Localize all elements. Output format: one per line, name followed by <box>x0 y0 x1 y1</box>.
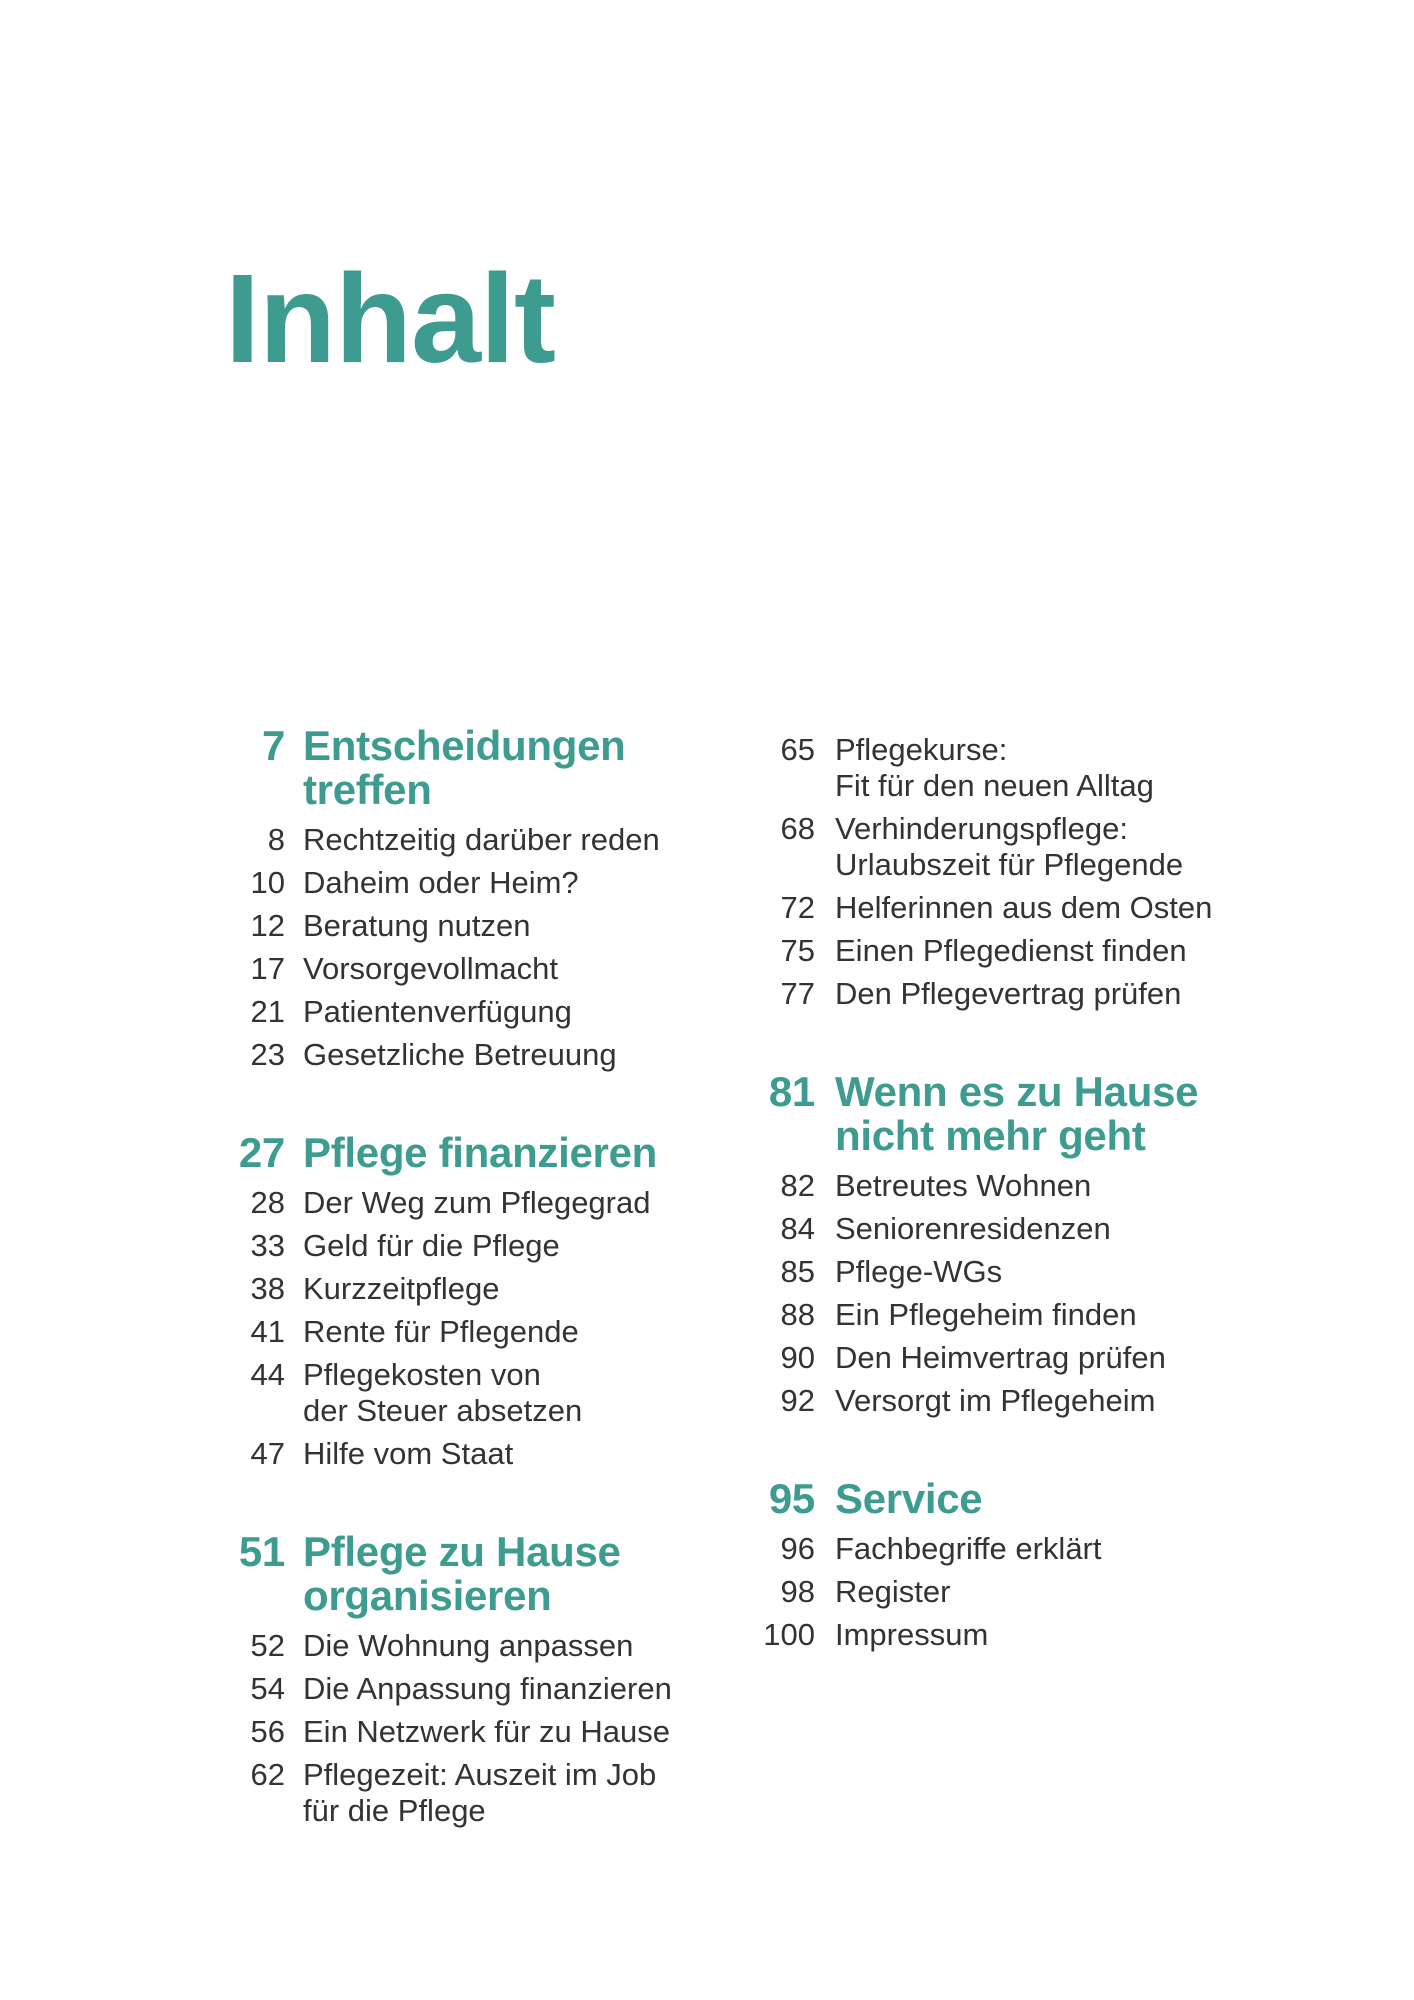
toc-entry-label <box>835 933 1280 969</box>
toc-entry <box>700 811 1280 883</box>
toc-entry <box>700 1574 1280 1610</box>
toc-page-number: 56 <box>250 1714 285 1749</box>
toc-label-line: Service <box>835 1475 983 1522</box>
toc-entry <box>175 865 720 901</box>
toc-page-number: 75 <box>780 933 815 968</box>
toc-page-number: 96 <box>780 1531 815 1566</box>
toc-entry-label <box>303 1714 720 1750</box>
toc-entry <box>700 732 1280 804</box>
toc-entry-label <box>303 1271 720 1307</box>
toc-column-right <box>700 732 1280 1660</box>
toc-page-number: 81 <box>768 1068 815 1115</box>
toc-page-number: 33 <box>250 1228 285 1263</box>
toc-page-number: 92 <box>780 1383 815 1418</box>
toc-label-line: Verhinderungspflege: <box>835 811 1129 846</box>
toc-page-number: 17 <box>250 951 285 986</box>
toc-page-number: 28 <box>250 1185 285 1220</box>
toc-entry <box>700 1340 1280 1376</box>
toc-entry <box>175 1757 720 1829</box>
toc-entry-label <box>303 1037 720 1073</box>
toc-page-number: 82 <box>780 1168 815 1203</box>
toc-entry <box>175 1436 720 1472</box>
toc-entry-label <box>303 1314 720 1350</box>
toc-page-number: 62 <box>250 1757 285 1792</box>
toc-label-line: Geld für die Pflege <box>303 1228 560 1263</box>
toc-entry-label <box>303 865 720 901</box>
toc-label-line: Kurzzeitpflege <box>303 1271 500 1306</box>
toc-section-heading <box>175 1131 720 1175</box>
toc-entry <box>700 1254 1280 1290</box>
toc-entry <box>700 1211 1280 1247</box>
toc-entry-label <box>835 1168 1280 1204</box>
toc-label-line: Der Weg zum Pflegegrad <box>303 1185 651 1220</box>
toc-page-number: 12 <box>250 908 285 943</box>
toc-label-line: Wenn es zu Hause <box>835 1068 1199 1115</box>
toc-entry <box>700 976 1280 1012</box>
toc-page-number: 68 <box>780 811 815 846</box>
toc-page-number: 47 <box>250 1436 285 1471</box>
toc-entry <box>700 1297 1280 1333</box>
toc-label-line: Pflegekurse: <box>835 732 1008 767</box>
toc-label-line: Fit für den neuen Alltag <box>835 768 1154 803</box>
toc-entry <box>700 890 1280 926</box>
toc-label-line: Den Heimvertrag prüfen <box>835 1340 1166 1375</box>
toc-label-line: der Steuer absetzen <box>303 1393 583 1428</box>
toc-label-line: Versorgt im Pflegeheim <box>835 1383 1156 1418</box>
toc-entry <box>700 1617 1280 1653</box>
toc-entry-label <box>303 1357 720 1429</box>
toc-section-label <box>303 1131 720 1175</box>
toc-entry <box>700 933 1280 969</box>
toc-label-line: Pflegezeit: Auszeit im Job <box>303 1757 657 1792</box>
toc-label-line: Entscheidungen treffen <box>303 722 626 813</box>
toc-label-line: organisieren <box>303 1572 552 1619</box>
toc-entry <box>700 1383 1280 1419</box>
toc-entry-label <box>835 1383 1280 1419</box>
toc-entry-label <box>835 1211 1280 1247</box>
toc-label-line: nicht mehr geht <box>835 1112 1146 1159</box>
toc-entry-label <box>835 811 1280 883</box>
toc-label-line: Urlaubszeit für Pflegende <box>835 847 1184 882</box>
toc-entry <box>175 1628 720 1664</box>
toc-entry-label <box>303 1671 720 1707</box>
toc-page-number: 98 <box>780 1574 815 1609</box>
toc-page-number: 77 <box>780 976 815 1011</box>
toc-label-line: Vorsorgevollmacht <box>303 951 559 986</box>
toc-entry-label <box>835 1297 1280 1333</box>
toc-entry <box>175 908 720 944</box>
toc-label-line: Register <box>835 1574 951 1609</box>
toc-page-number: 90 <box>780 1340 815 1375</box>
toc-label-line: Ein Netzwerk für zu Hause <box>303 1714 670 1749</box>
toc-entry <box>175 1185 720 1221</box>
toc-label-line: Betreutes Wohnen <box>835 1168 1092 1203</box>
toc-page-number: 51 <box>238 1528 285 1575</box>
toc-page-number: 72 <box>780 890 815 925</box>
toc-label-line: Die Wohnung anpassen <box>303 1628 634 1663</box>
toc-page-number: 27 <box>238 1129 285 1176</box>
toc-label-line: Rechtzeitig darüber reden <box>303 822 660 857</box>
toc-entry-label <box>303 994 720 1030</box>
toc-column-left <box>175 724 720 1836</box>
toc-entry <box>175 1037 720 1073</box>
toc-section-label <box>835 1477 1280 1521</box>
toc-label-line: Fachbegriffe erklärt <box>835 1531 1102 1566</box>
toc-entry <box>175 1671 720 1707</box>
toc-entry <box>175 1228 720 1264</box>
toc-label-line: Rente für Pflegende <box>303 1314 579 1349</box>
toc-entry-label <box>303 1757 720 1829</box>
toc-entry <box>175 822 720 858</box>
toc-page-number: 85 <box>780 1254 815 1289</box>
toc-entry-label <box>303 951 720 987</box>
toc-entry-label <box>835 1340 1280 1376</box>
toc-label-line: Hilfe vom Staat <box>303 1436 514 1471</box>
toc-page-number: 23 <box>250 1037 285 1072</box>
toc-entry-label <box>303 1228 720 1264</box>
toc-page-number: 65 <box>780 732 815 767</box>
toc-entry-label <box>303 1628 720 1664</box>
toc-page-number: 38 <box>250 1271 285 1306</box>
toc-page-number: 7 <box>261 722 285 769</box>
toc-label-line: für die Pflege <box>303 1793 486 1828</box>
toc-label-line: Pflege finanzieren <box>303 1129 658 1176</box>
toc-page-number: 8 <box>267 822 285 857</box>
toc-label-line: Seniorenresidenzen <box>835 1211 1111 1246</box>
toc-entry-label <box>835 1254 1280 1290</box>
toc-entry-label <box>835 1531 1280 1567</box>
toc-section-label <box>303 724 720 812</box>
toc-entry-label <box>303 822 720 858</box>
toc-entry <box>175 1271 720 1307</box>
toc-page-number: 21 <box>250 994 285 1029</box>
toc-page-number: 44 <box>250 1357 285 1392</box>
toc-entry-label <box>303 1185 720 1221</box>
toc-section-label <box>303 1530 720 1618</box>
toc-label-line: Die Anpassung finanzieren <box>303 1671 672 1706</box>
toc-page-number: 88 <box>780 1297 815 1332</box>
toc-page-number: 54 <box>250 1671 285 1706</box>
toc-entry <box>175 1714 720 1750</box>
toc-page-number: 41 <box>250 1314 285 1349</box>
toc-label-line: Gesetzliche Betreuung <box>303 1037 617 1072</box>
toc-entry-label <box>835 890 1280 926</box>
toc-page-number: 52 <box>250 1628 285 1663</box>
toc-entry <box>175 951 720 987</box>
toc-label-line: Pflege-WGs <box>835 1254 1003 1289</box>
toc-section-heading <box>700 1477 1280 1521</box>
toc-entry-label <box>303 908 720 944</box>
toc-label-line: Den Pflegevertrag prüfen <box>835 976 1182 1011</box>
toc-section-heading <box>700 1070 1280 1158</box>
toc-label-line: Ein Pflegeheim finden <box>835 1297 1137 1332</box>
toc-label-line: Pflegekosten von <box>303 1357 541 1392</box>
toc-page-number: 10 <box>250 865 285 900</box>
toc-label-line: Helferinnen aus dem Osten <box>835 890 1213 925</box>
toc-entry-label <box>835 732 1280 804</box>
toc-label-line: Einen Pflegedienst finden <box>835 933 1187 968</box>
toc-entry-label <box>835 976 1280 1012</box>
toc-entry <box>700 1168 1280 1204</box>
toc-page-number: 84 <box>780 1211 815 1246</box>
toc-page-number: 95 <box>768 1475 815 1522</box>
toc-page-number: 100 <box>763 1617 815 1652</box>
page-title: Inhalt <box>225 248 555 389</box>
toc-entry <box>175 994 720 1030</box>
toc-section-heading <box>175 1530 720 1618</box>
toc-section-heading <box>175 724 720 812</box>
toc-section-label <box>835 1070 1280 1158</box>
toc-entry-label <box>303 1436 720 1472</box>
toc-label-line: Impressum <box>835 1617 989 1652</box>
toc-label-line: Pflege zu Hause <box>303 1528 621 1575</box>
toc-label-line: Beratung nutzen <box>303 908 531 943</box>
toc-entry <box>175 1357 720 1429</box>
toc-entry-label <box>835 1574 1280 1610</box>
toc-entry <box>700 1531 1280 1567</box>
toc-label-line: Patientenverfügung <box>303 994 572 1029</box>
toc-label-line: Daheim oder Heim? <box>303 865 579 900</box>
toc-entry-label <box>835 1617 1280 1653</box>
toc-entry <box>175 1314 720 1350</box>
